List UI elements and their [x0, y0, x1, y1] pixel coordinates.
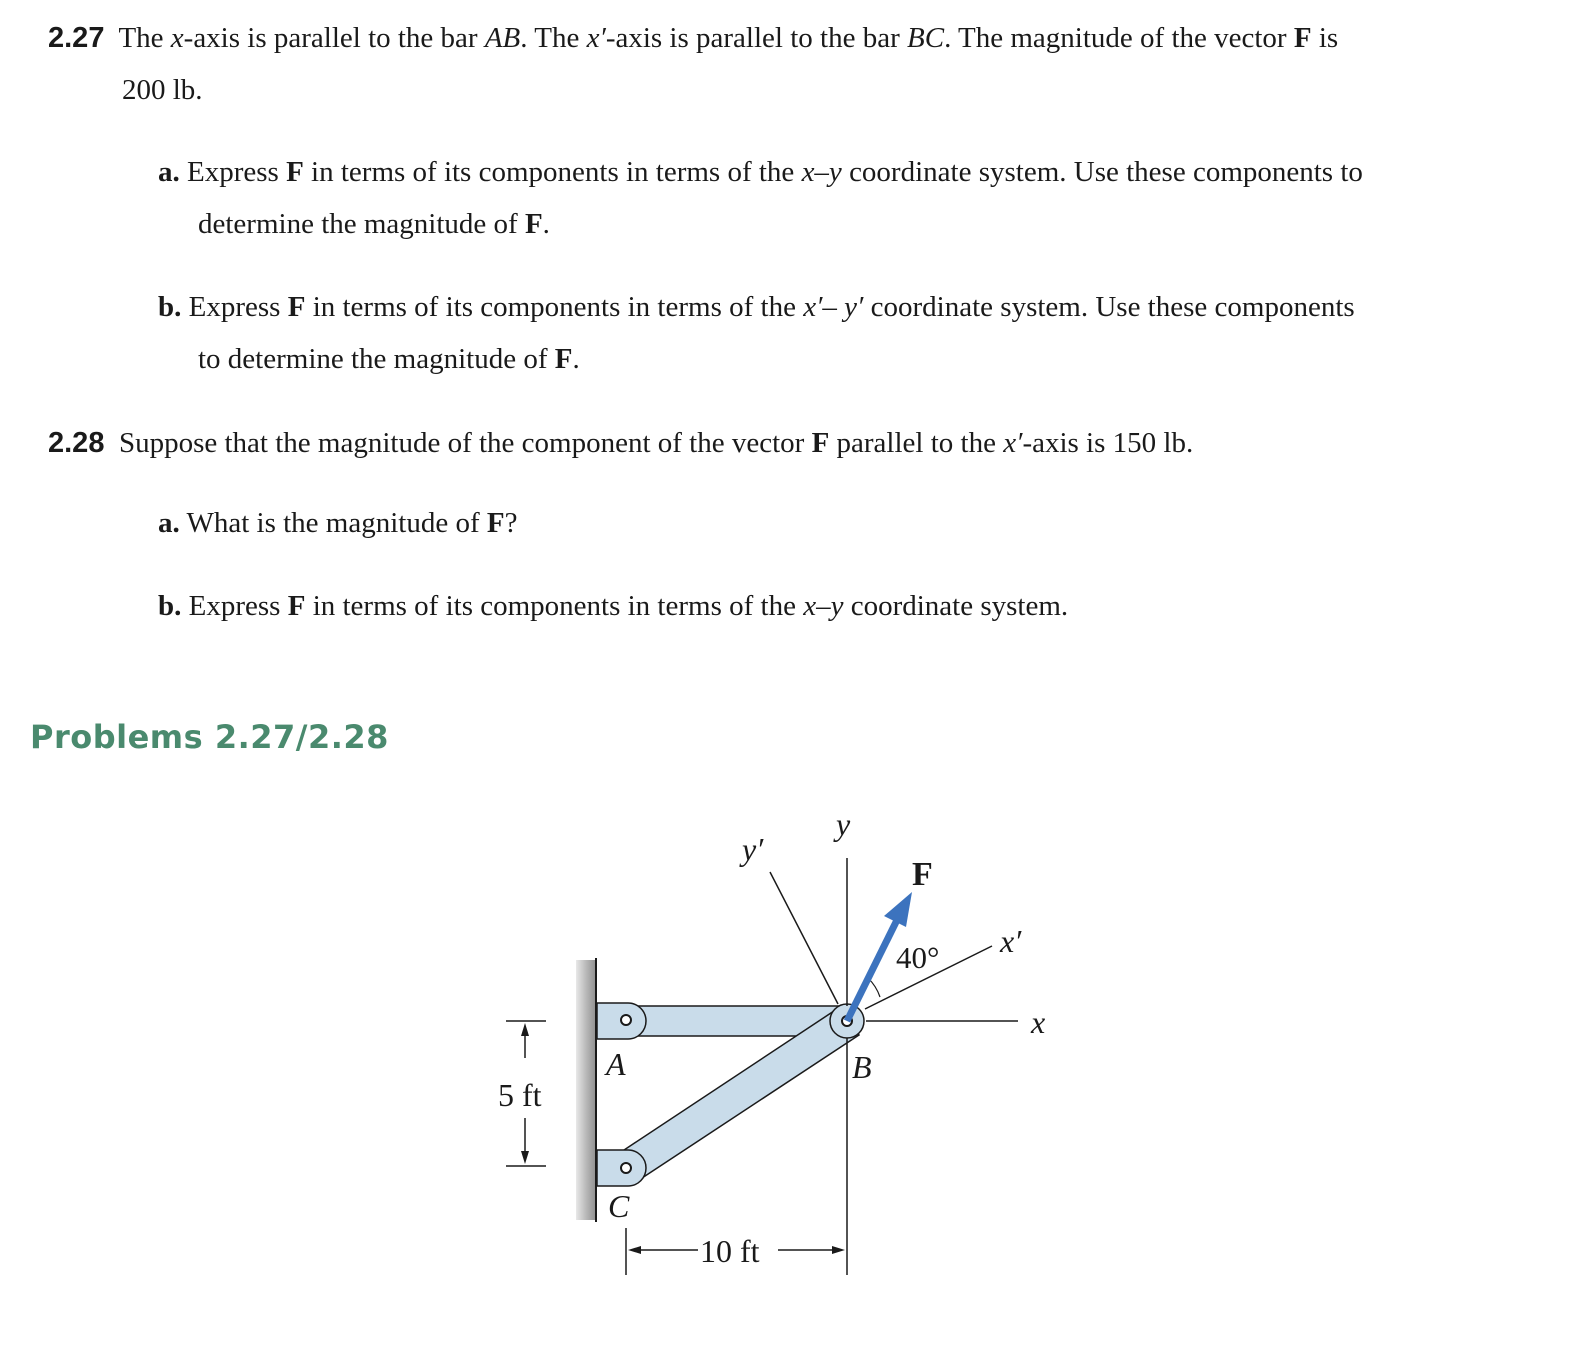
problem-2-28: 2.28 Suppose that the magnitude of the component of the vector F parallel to the x′-axis is 150 lb. — [48, 427, 1194, 459]
label-y-prime: y′ — [742, 831, 764, 867]
problem-2-27: 2.27 The x-axis is parallel to the bar AB. The x′-axis is parallel to the bar BC. The magnitude of the vector F is 200 lb. — [48, 22, 1339, 106]
force-arrowhead — [884, 892, 912, 927]
problem-2-27-part-a: a. Express F in terms of its components in terms of the x–y coordinate system. Use these components to determine the magnitude of F. — [158, 156, 1363, 240]
pin-a — [621, 1015, 631, 1025]
label-y: y — [836, 806, 851, 842]
pin-c — [621, 1163, 631, 1173]
label-x-prime: x′ — [1000, 923, 1022, 959]
label-c: C — [608, 1188, 630, 1224]
truss-figure — [480, 800, 1100, 1290]
problem-2-28-part-b: b. Express F in terms of its components in terms of the x–y coordinate system. — [158, 590, 1069, 622]
label-f: F — [912, 856, 933, 893]
problem-2-27-part-b: b. Express F in terms of its components in terms of the x′– y′ coordinate system. Use these components to determine the magnitude of F. — [158, 291, 1355, 375]
label-angle: 40° — [896, 940, 940, 975]
dimension-horizontal-label: 10 ft — [700, 1233, 760, 1269]
label-a: A — [606, 1046, 626, 1082]
problem-number: 2.27 — [48, 22, 105, 54]
wall-support — [576, 960, 596, 1220]
problem-2-28-part-a: a. What is the magnitude of F? — [158, 507, 518, 539]
problem-number: 2.28 — [48, 427, 105, 459]
y-prime-axis — [770, 872, 838, 1004]
figure-caption: Problems 2.27/2.28 — [30, 718, 389, 756]
label-b: B — [852, 1049, 872, 1085]
dimension-vertical-label: 5 ft — [498, 1077, 542, 1113]
label-x: x — [1031, 1004, 1046, 1040]
